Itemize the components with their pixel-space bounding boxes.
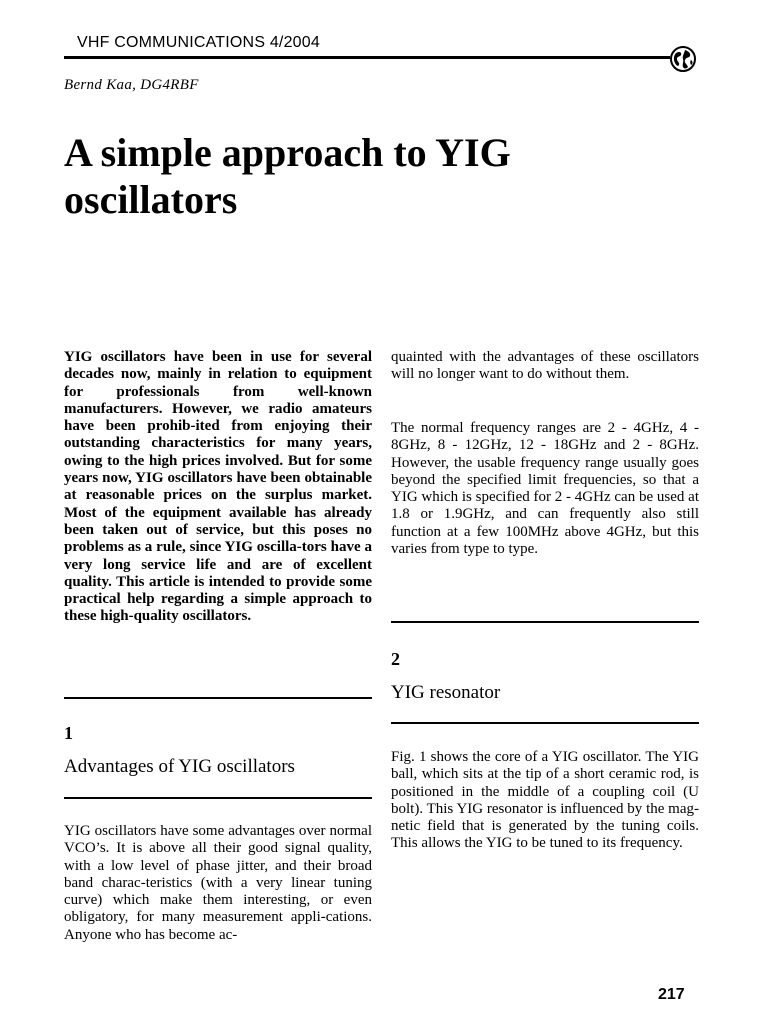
author-line: Bernd Kaa, DG4RBF [64,77,199,93]
section-1-paragraph-2: The normal frequency ranges are 2 - 4GHz, 4 - 8GHz, 8 - 12GHz, 12 - 18GHz and 2 - 8GHz. However, the usable frequency range usually goes beyond the specified limit frequencies, so that a YIG which is specified for 2 - 4GHz can be used at 1.8 or 1.9GHz, and can frequently also still function at a few 100MHz above 4GHz, but this varies from type to type. [391,420,699,558]
section-1-number: 1 [64,723,73,743]
section-1-paragraph-1-continued: quainted with the advantages of these oscillators will no longer want to do without them. [391,349,699,383]
article-title: A simple approach to YIG oscillators [64,130,511,222]
section-1-paragraph-1: YIG oscillators have some advantages over normal VCO’s. It is above all their good signal quality, with a low level of phase jitter, and their broad band charac-teristics (with a very linear tuning curve) which make them interesting, or even obligatory, for many measurement appli-cations. Anyone who has become ac- [64,823,372,943]
section-divider [391,722,699,724]
abstract-paragraph: YIG oscillators have been in use for several decades now, mainly in relation to equipment for professionals from well-known manufacturers. However, we radio amateurs have been prohib-ited from enjoying their outstanding characteristics for many years, owing to the high prices involved. But for some years now, YIG oscillators have been obtainable at reasonable prices on the surplus market. Most of the equipment available has already been taken out of service, but this poses no problems as a rule, since YIG oscilla-tors have a very long service life and are of excellent quality. This article is intended to provide some practical help regarding a simple approach to these high-quality oscillators. [64,349,372,625]
section-2-title: YIG resonator [391,682,501,703]
section-divider [64,697,372,699]
globe-icon [668,44,698,74]
section-divider [64,797,372,799]
section-divider [391,621,699,623]
journal-title: VHF COMMUNICATIONS 4/2004 [77,34,320,51]
page-number: 217 [658,986,685,1003]
section-2-number: 2 [391,649,400,669]
header-rule [64,56,670,59]
section-1-title: Advantages of YIG oscillators [64,756,295,777]
section-2-paragraph-1: Fig. 1 shows the core of a YIG oscillator. The YIG ball, which sits at the tip of a short ceramic rod, is positioned in the middle of a coupling coil (U bolt). This YIG resonator is influenced by the mag-netic field that is generated by the tuning coils. This allows the YIG to be tuned to its frequency. [391,749,699,852]
